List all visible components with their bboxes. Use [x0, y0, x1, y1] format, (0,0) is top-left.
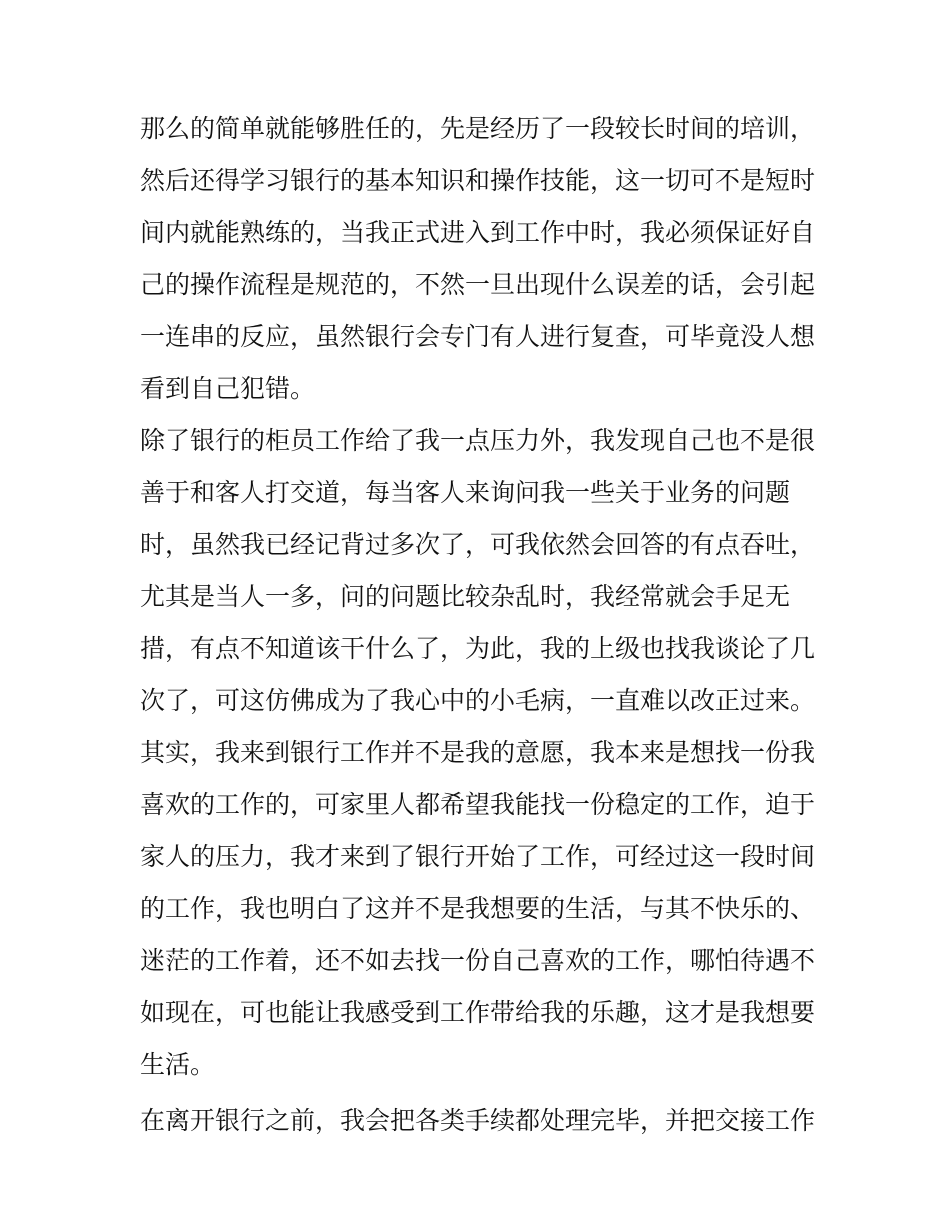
text-line: 如现在，可也能让我感受到工作带给我的乐趣，这才是我想要 [140, 998, 816, 1027]
text-line: 看到自己犯错。 [140, 374, 316, 403]
text-line: 然后还得学习银行的基本知识和操作技能，这一切可不是短时 [140, 166, 816, 195]
text-line: 那么的简单就能够胜任的，先是经历了一段较长时间的培训， [140, 114, 816, 143]
text-line: 喜欢的工作的，可家里人都希望我能找一份稳定的工作，迫于 [140, 790, 816, 819]
text-line: 时，虽然我已经记背过多次了，可我依然会回答的有点吞吐， [140, 530, 816, 559]
text-line: 己的操作流程是规范的，不然一旦出现什么误差的话，会引起 [140, 270, 816, 299]
text-line: 善于和客人打交道，每当客人来询问我一些关于业务的问题 [140, 478, 791, 507]
text-line: 迷茫的工作着，还不如去找一份自己喜欢的工作，哪怕待遇不 [140, 946, 816, 975]
text-line: 除了银行的柜员工作给了我一点压力外，我发现自己也不是很 [140, 426, 816, 455]
text-line: 间内就能熟练的，当我正式进入到工作中时，我必须保证好自 [140, 218, 816, 247]
text-line: 措，有点不知道该干什么了，为此，我的上级也找我谈论了几 [140, 634, 816, 663]
body-text [140, 103, 820, 1147]
text-line: 尤其是当人一多，问的问题比较杂乱时，我经常就会手足无 [140, 582, 791, 611]
text-line: 次了，可这仿佛成为了我心中的小毛病，一直难以改正过来。 [140, 686, 816, 715]
text-line: 一连串的反应，虽然银行会专门有人进行复查，可毕竟没人想 [140, 322, 816, 351]
text-line: 家人的压力，我才来到了银行开始了工作，可经过这一段时间 [140, 842, 816, 871]
text-line: 其实，我来到银行工作并不是我的意愿，我本来是想找一份我 [140, 738, 816, 767]
text-line: 的工作，我也明白了这并不是我想要的生活，与其不快乐的、 [140, 894, 816, 923]
text-line: 在离开银行之前，我会把各类手续都处理完毕，并把交接工作 [140, 1106, 816, 1135]
text-line: 生活。 [140, 1050, 216, 1079]
